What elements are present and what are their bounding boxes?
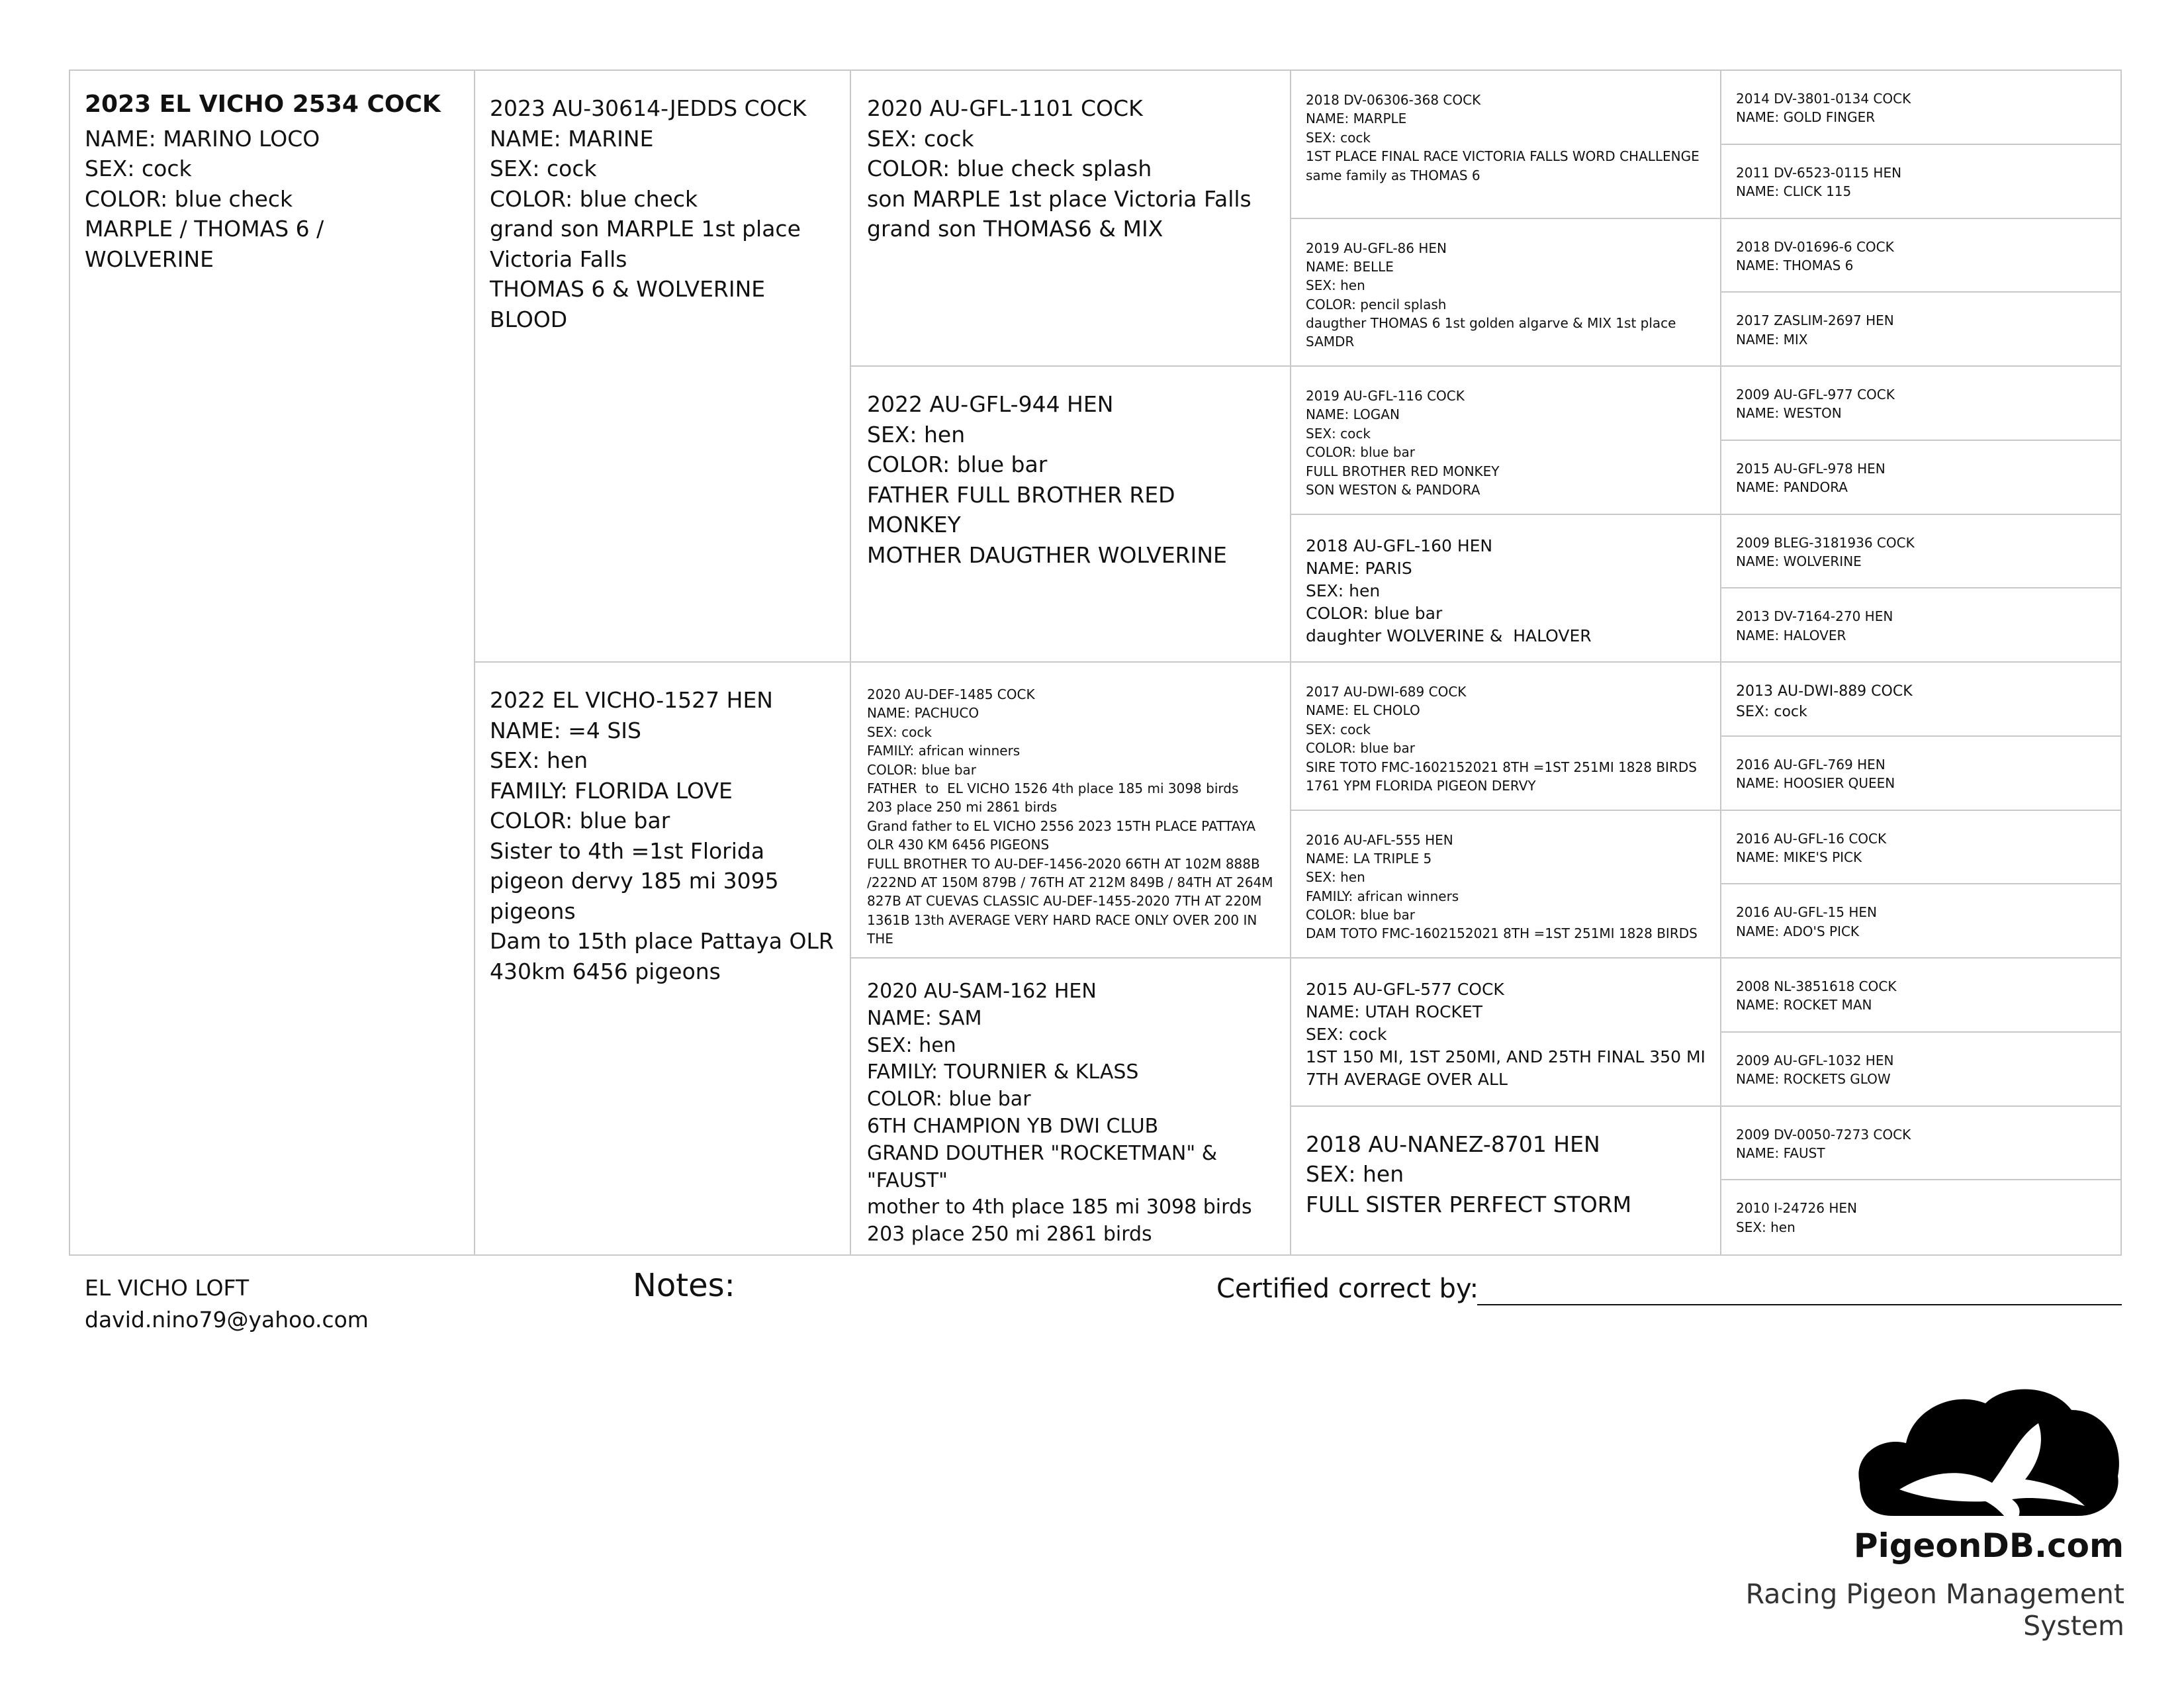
pedigree-line: SEX: cock [867, 724, 932, 740]
great-great-grandparent-card [1721, 367, 2120, 441]
signature-line [1477, 1304, 2122, 1305]
loft-name: EL VICHO LOFT [85, 1275, 250, 1301]
pedigree-line: COLOR: blue bar [867, 1088, 1031, 1111]
pedigree-line: MOTHER DAUGTHER WOLVERINE [867, 541, 1227, 568]
pedigree-line: 2018 DV-01696-6 COCK [1736, 238, 1894, 255]
pedigree-line: 2020 AU-DEF-1485 COCK [867, 686, 1035, 702]
logo-brand: PigeonDB.com [1853, 1526, 2124, 1565]
pedigree-line: 1761 YPM FLORIDA PIGEON DERVY [1306, 777, 1536, 794]
pedigree-line: NAME: HALOVER [1736, 627, 1846, 643]
great-grandparent-card [1291, 811, 1720, 959]
pedigree-line: 2008 NL-3851618 COCK [1736, 978, 1897, 994]
pedigree-line: 2014 DV-3801-0134 COCK [1736, 91, 1911, 107]
great-great-grandparent-card [1721, 145, 2120, 219]
great-great-grandparent-card [1721, 1107, 2120, 1181]
pedigree-line: 2023 AU-30614-JEDDS COCK [490, 95, 807, 121]
pedigree-line: FAMILY: african winners [867, 743, 1021, 759]
pedigree-line: 7TH AVERAGE OVER ALL [1306, 1070, 1508, 1089]
pedigree-line: SEX: hen [490, 747, 588, 774]
pedigree-line: FATHER to EL VICHO 1526 4th place 185 mi 3098 birds [867, 780, 1239, 796]
pedigree-line: 2020 AU-GFL-1101 COCK [867, 95, 1143, 121]
great-great-grandparent-card [1721, 1180, 2120, 1254]
pedigree-line: GRAND DOUTHER "ROCKETMAN" & "FAUST" [867, 1141, 1224, 1192]
pedigree-line: FULL BROTHER TO AU-DEF-1456-2020 66TH AT 102M 888B /222ND AT 150M 879B / 76TH AT 212M 849B / 84TH AT 264M 827B AT CUEVAS CLASSIC AU-DEF-1455-2020 7TH AT 220M 1361B 13th AVERAGE VERY HARD RACE ONLY OVER 200 IN THE [867, 855, 1277, 947]
pedigree-line: COLOR: blue bar [1306, 603, 1443, 623]
pedigree-line: NAME: =4 SIS [490, 717, 641, 743]
pedigree-line: SIRE TOTO FMC-1602152021 8TH =1ST 251MI 1828 BIRDS [1306, 759, 1697, 775]
pedigree-line: NAME: MARINO LOCO [85, 125, 320, 152]
pedigree-line: NAME: EL CHOLO [1306, 702, 1420, 719]
pedigree-line: NAME: UTAH ROCKET [1306, 1002, 1482, 1021]
pedigree-line: SEX: cock [1736, 704, 1807, 721]
pedigree-line: 2015 AU-GFL-577 COCK [1306, 980, 1504, 999]
column-great-great-grandparents [1721, 71, 2120, 1254]
pedigree-line: SON WESTON & PANDORA [1306, 481, 1480, 498]
pedigree-line: grand son THOMAS6 & MIX [867, 216, 1163, 242]
great-great-grandparent-card [1721, 71, 2120, 145]
pedigree-line: SEX: hen [1306, 581, 1381, 600]
column-subject [70, 71, 475, 1254]
pedigree-line: Sister to 4th =1st Florida pigeon dervy 185 mi 3095 pigeons [490, 837, 786, 924]
great-great-grandparent-card [1721, 441, 2120, 515]
certified-label: Certified correct by: [1216, 1274, 1479, 1304]
pedigree-line: 2016 AU-GFL-16 COCK [1736, 830, 1887, 847]
great-great-grandparent-card [1721, 293, 2120, 367]
pedigree-line: SEX: cock [490, 156, 597, 182]
pedigree-line: 2009 DV-0050-7273 COCK [1736, 1126, 1911, 1143]
pedigree-line: SEX: hen [867, 1033, 956, 1057]
pedigree-line: NAME: MIX [1736, 331, 1808, 348]
great-great-grandparent-card [1721, 737, 2120, 811]
grandparent-card [851, 367, 1290, 663]
pedigree-line: COLOR: blue bar [867, 761, 977, 778]
pedigree-line: FULL BROTHER RED MONKEY [1306, 463, 1500, 479]
pedigree-line: COLOR: blue bar [867, 451, 1048, 478]
pedigree-line: NAME: LOGAN [1306, 406, 1400, 423]
pedigree-line: daugther THOMAS 6 1st golden algarve & MIX 1st place SAMDR [1306, 315, 1680, 350]
pedigree-line: THOMAS 6 & WOLVERINE BLOOD [490, 276, 772, 332]
pedigree-line: 2013 AU-DWI-889 COCK [1736, 683, 1913, 700]
pedigree-line: COLOR: blue check [490, 185, 698, 212]
pedigree-line: SEX: cock [1306, 721, 1371, 737]
pedigree-line: NAME: GOLD FINGER [1736, 109, 1876, 126]
pedigree-line: 2009 AU-GFL-1032 HEN [1736, 1052, 1894, 1068]
pedigree-line: NAME: HOOSIER QUEEN [1736, 775, 1895, 792]
pedigree-line: SEX: hen [867, 421, 966, 447]
pedigree-line: NAME: WESTON [1736, 405, 1842, 422]
pedigree-line: NAME: SAM [867, 1006, 982, 1030]
pedigree-line: NAME: THOMAS 6 [1736, 257, 1854, 273]
pedigree-line: Dam to 15th place Pattaya OLR 430km 6456 pigeons [490, 928, 841, 984]
pedigree-line: SEX: cock [1306, 129, 1371, 146]
pedigree-line: NAME: MARINE [490, 125, 654, 152]
pedigree-line: NAME: FAUST [1736, 1145, 1825, 1161]
pedigree-line: COLOR: blue check [85, 185, 293, 212]
pedigree-line: 2016 AU-GFL-769 HEN [1736, 756, 1886, 773]
pedigree-line: NAME: CLICK 115 [1736, 183, 1852, 200]
pedigree-line: 203 place 250 mi 2861 birds [867, 799, 1058, 816]
pedigree-line: NAME: PANDORA [1736, 479, 1848, 496]
pedigree-line: COLOR: blue bar [1306, 907, 1416, 923]
pedigree-line: 2017 AU-DWI-689 COCK [1306, 684, 1467, 700]
pedigree-line: grand son MARPLE 1st place Victoria Falls [490, 216, 808, 272]
pedigree-line: son MARPLE 1st place Victoria Falls [867, 185, 1251, 212]
pedigree-line: NAME: ROCKETS GLOW [1736, 1071, 1891, 1088]
subject-details [85, 124, 459, 275]
pedigree-line: FAMILY: african winners [1306, 888, 1459, 904]
pedigree-line: 1ST 150 MI, 1ST 250MI, AND 25TH FINAL 350 MI [1306, 1047, 1706, 1066]
pedigree-chart [69, 70, 2122, 1256]
pedigree-line: mother to 4th place 185 mi 3098 birds [867, 1196, 1252, 1219]
pedigree-line: 2020 AU-SAM-162 HEN [867, 980, 1097, 1003]
great-great-grandparent-card [1721, 884, 2120, 959]
pedigree-line: NAME: ADO'S PICK [1736, 923, 1860, 939]
column-grandparents [851, 71, 1291, 1254]
pedigree-line: COLOR: blue bar [1306, 444, 1416, 461]
pedigree-line: 2022 EL VICHO-1527 HEN [490, 687, 773, 713]
pedigree-line: 2022 AU-GFL-944 HEN [867, 391, 1114, 417]
pedigree-line: SEX: cock [1306, 1025, 1387, 1044]
great-grandparent-card [1291, 219, 1720, 367]
great-great-grandparent-card [1721, 219, 2120, 293]
sire-card [475, 71, 850, 663]
pedigree-line: 2015 AU-GFL-978 HEN [1736, 460, 1886, 477]
dam-card [475, 663, 850, 1254]
great-great-grandparent-card [1721, 663, 2120, 737]
pedigree-line: 2013 DV-7164-270 HEN [1736, 608, 1893, 625]
pedigree-line: DAM TOTO FMC-1602152021 8TH =1ST 251MI 1828 BIRDS [1306, 925, 1698, 942]
pedigree-line: NAME: MARPLE [1306, 111, 1407, 127]
pedigree-line: same family as THOMAS 6 [1306, 167, 1480, 183]
pedigree-line: FATHER FULL BROTHER RED MONKEY [867, 481, 1183, 538]
pedigree-line: 1ST PLACE FINAL RACE VICTORIA FALLS WORD CHALLENGE [1306, 148, 1700, 165]
pedigree-line: NAME: MIKE'S PICK [1736, 849, 1862, 865]
pedigree-line: NAME: ROCKET MAN [1736, 997, 1872, 1013]
great-great-grandparent-card [1721, 811, 2120, 885]
pedigree-line: COLOR: blue bar [490, 808, 670, 834]
pedigree-line: SEX: hen [1306, 1161, 1404, 1188]
pedigree-line: SEX: hen [1306, 277, 1365, 294]
loft-email: david.nino79@yahoo.com [85, 1306, 369, 1333]
notes-label: Notes: [633, 1267, 735, 1304]
subject-card [70, 71, 474, 1254]
great-grandparent-card [1291, 515, 1720, 663]
pedigree-line: 2018 AU-GFL-160 HEN [1306, 536, 1493, 555]
column-parents [475, 71, 851, 1254]
pedigree-line: 2011 DV-6523-0115 HEN [1736, 164, 1902, 181]
great-great-grandparent-card [1721, 515, 2120, 589]
pedigree-line: FULL SISTER PERFECT STORM [1306, 1191, 1632, 1217]
pedigree-line: 2009 BLEG-3181936 COCK [1736, 534, 1915, 551]
pedigree-line: NAME: LA TRIPLE 5 [1306, 850, 1432, 867]
pedigree-line: COLOR: blue check splash [867, 156, 1152, 182]
pedigree-line: COLOR: pencil splash [1306, 296, 1447, 312]
pedigree-line: 2018 DV-06306-368 COCK [1306, 92, 1481, 108]
pedigree-line: FAMILY: TOURNIER & KLASS [867, 1060, 1139, 1084]
pedigree-line: NAME: PARIS [1306, 558, 1412, 578]
pedigree-line: SEX: cock [1306, 425, 1371, 442]
pedigree-line: 2017 ZASLIM-2697 HEN [1736, 312, 1894, 329]
great-grandparent-card [1291, 1107, 1720, 1255]
pedigree-line: FAMILY: FLORIDA LOVE [490, 777, 733, 804]
pedigree-line: 6TH CHAMPION YB DWI CLUB [867, 1114, 1159, 1138]
pedigree-line: 2019 AU-GFL-86 HEN [1306, 240, 1447, 256]
grandparent-card [851, 663, 1290, 959]
great-grandparent-card [1291, 71, 1720, 219]
loft-info [85, 1272, 369, 1336]
great-great-grandparent-card [1721, 959, 2120, 1033]
pedigree-line: SEX: hen [1306, 869, 1365, 886]
pedigree-line: SEX: cock [85, 156, 192, 182]
pigeondb-logo-icon [1853, 1383, 2124, 1529]
grandparent-card [851, 959, 1290, 1254]
pedigree-line: 2016 AU-GFL-15 HEN [1736, 904, 1877, 921]
great-great-grandparent-card [1721, 588, 2120, 663]
pedigree-line: 2018 AU-NANEZ-8701 HEN [1306, 1131, 1600, 1157]
pedigree-line: 2010 I-24726 HEN [1736, 1200, 1857, 1217]
pedigree-line: COLOR: blue bar [1306, 740, 1416, 757]
pedigree-line: 203 place 250 mi 2861 birds [867, 1223, 1152, 1246]
pedigree-line: NAME: PACHUCO [867, 705, 979, 722]
pedigree-line: MARPLE / THOMAS 6 / WOLVERINE [85, 216, 331, 272]
subject-title: 2023 EL VICHO 2534 COCK [85, 91, 441, 118]
pedigree-line: SEX: cock [867, 125, 974, 152]
pedigree-line: NAME: WOLVERINE [1736, 553, 1862, 569]
great-grandparent-card [1291, 663, 1720, 811]
grandparent-card [851, 71, 1290, 367]
pedigree-line: NAME: BELLE [1306, 258, 1394, 275]
great-great-grandparent-card [1721, 1033, 2120, 1107]
pedigree-line: Grand father to EL VICHO 2556 2023 15TH PLACE PATTAYA OLR 430 KM 6456 PIGEONS [867, 818, 1260, 853]
pedigree-line: daughter WOLVERINE & HALOVER [1306, 626, 1592, 645]
pedigree-line: 2019 AU-GFL-116 COCK [1306, 388, 1465, 404]
great-grandparent-card [1291, 367, 1720, 515]
pedigree-line: 2009 AU-GFL-977 COCK [1736, 387, 1895, 402]
pedigree-line: SEX: hen [1736, 1219, 1796, 1235]
great-grandparent-card [1291, 959, 1720, 1107]
column-great-grandparents [1291, 71, 1721, 1254]
logo-tagline: Racing Pigeon Management System [1745, 1578, 2124, 1642]
pedigree-line: 2016 AU-AFL-555 HEN [1306, 831, 1453, 848]
